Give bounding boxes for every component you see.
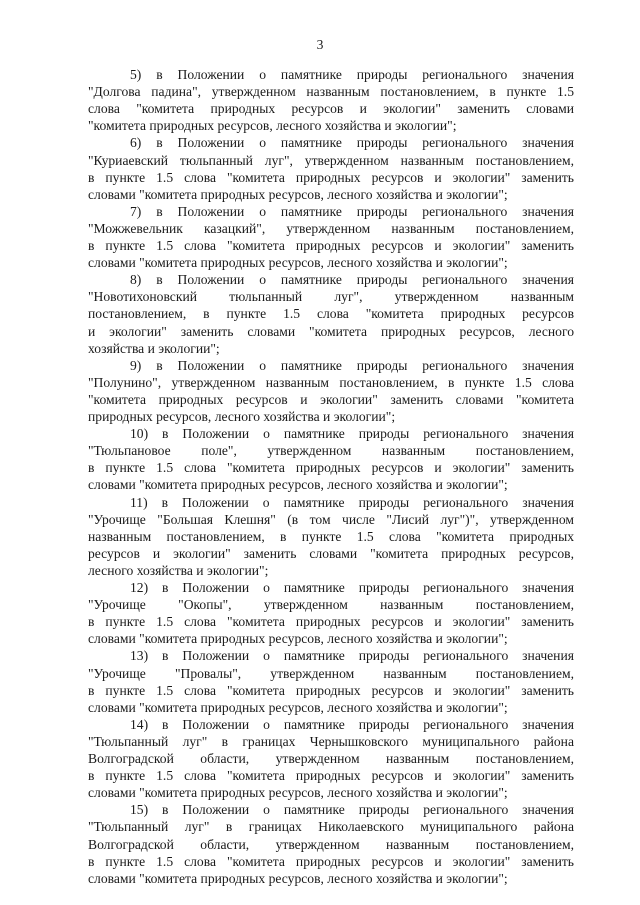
paragraph-line: 13) в Положении о памятнике природы регионального значения (130, 648, 574, 664)
paragraph-line: словами "комитета природных ресурсов, лесного хозяйства и экологии"; (88, 785, 508, 801)
paragraph-line: и экологии" заменить словами "комитета природных ресурсов, лесного (88, 323, 574, 339)
page-number: 3 (316, 37, 324, 52)
paragraph-line: "Можжевельник казацкий", утвержденном названным постановлением, (88, 220, 574, 236)
paragraph-line: постановлением, в пункте 1.5 слова "комитета природных ресурсов (88, 306, 574, 322)
paragraph-line: 8) в Положении о памятнике природы регионального значения (130, 272, 574, 288)
paragraph-line: в пункте 1.5 слова "комитета природных ресурсов и экологии" заменить (88, 768, 574, 784)
paragraph-line: хозяйства и экологии"; (88, 340, 220, 356)
paragraph-line: "комитета природных ресурсов и экологии" заменить словами "комитета (88, 391, 574, 407)
paragraph-line: в пункте 1.5 слова "комитета природных ресурсов и экологии" заменить (88, 238, 574, 253)
paragraph-line: "Тюльпанный луг" в границах Николаевского муниципального района (88, 819, 574, 835)
paragraph-line: "Долгова падина", утвержденном названным постановлением, в пункте 1.5 (88, 84, 574, 100)
paragraph-line: "Новотихоновский тюльпанный луг", утвержденном названным (88, 289, 574, 305)
paragraph-line: 5) в Положении о памятнике природы регионального значения (130, 67, 574, 82)
paragraph-line: в пункте 1.5 слова "комитета природных ресурсов и экологии" заменить (88, 853, 574, 869)
paragraph-line: в пункте 1.5 слова "комитета природных ресурсов и экологии" заменить (88, 682, 574, 698)
paragraph-line: 14) в Положении о памятнике природы регионального значения (130, 716, 574, 732)
paragraph-line: "Урочище "Провалы", утвержденном названным постановлением, (88, 665, 574, 681)
paragraph-line: 15) в Положении о памятнике природы регионального значения (130, 802, 574, 818)
paragraph-line: 12) в Положении о памятнике природы регионального значения (130, 580, 574, 595)
paragraph-line: словами "комитета природных ресурсов, лесного хозяйства и экологии"; (88, 255, 508, 271)
paragraph-line: словами "комитета природных ресурсов, лесного хозяйства и экологии"; (88, 186, 508, 202)
paragraph-line: словами "комитета природных ресурсов, лесного хозяйства и экологии"; (88, 870, 508, 886)
paragraph-line: 9) в Положении о памятнике природы регионального значения (130, 357, 574, 373)
paragraph-line: 10) в Положении о памятнике природы регионального значения (130, 426, 574, 442)
paragraph-line: "Полунино", утвержденном названным постановлением, в пункте 1.5 слова (88, 374, 574, 390)
paragraph-line: "Урочище "Окопы", утвержденном названным постановлением, (88, 597, 574, 613)
paragraph-line: Волгоградской области, утвержденном названным постановлением, (88, 836, 574, 852)
paragraph-line: словами "комитета природных ресурсов, лесного хозяйства и экологии"; (88, 477, 508, 493)
paragraph-line: ресурсов и экологии" заменить словами "комитета природных ресурсов, (88, 545, 574, 561)
paragraph-line: в пункте 1.5 слова "комитета природных ресурсов и экологии" заменить (88, 614, 574, 630)
paragraph-line: словами "комитета природных ресурсов, лесного хозяйства и экологии"; (88, 631, 508, 647)
paragraph-line: 11) в Положении о памятнике природы регионального значения (130, 494, 574, 510)
paragraph-line: названным постановлением, в пункте 1.5 слова "комитета природных (88, 528, 574, 544)
paragraph-line: 7) в Положении о памятнике природы регионального значения (130, 203, 574, 219)
paragraph-line: "Урочище "Большая Клешня" (в том числе "Лисий луг")", утвержденном (88, 511, 574, 527)
paragraph-line: природных ресурсов, лесного хозяйства и экологии"; (88, 409, 396, 424)
paragraph-line: Волгоградской области, утвержденном названным постановлением, (88, 751, 574, 766)
paragraph-line: слова "комитета природных ресурсов и экологии" заменить словами (88, 101, 574, 117)
paragraph-line: 6) в Положении о памятнике природы регионального значения (130, 135, 574, 151)
paragraph-line: в пункте 1.5 слова "комитета природных ресурсов и экологии" заменить (88, 460, 574, 476)
paragraph-line: "Тюльпановое поле", утвержденном названным постановлением, (88, 443, 574, 459)
paragraph-line: "комитета природных ресурсов, лесного хозяйства и экологии"; (88, 118, 457, 134)
paragraph-line: "Куриаевский тюльпанный луг", утвержденном названным постановлением, (88, 152, 574, 168)
paragraph-line: в пункте 1.5 слова "комитета природных ресурсов и экологии" заменить (88, 169, 574, 185)
paragraph-line: словами "комитета природных ресурсов, лесного хозяйства и экологии"; (88, 699, 508, 715)
paragraph-line: лесного хозяйства и экологии"; (88, 562, 269, 578)
paragraph-line: "Тюльпанный луг" в границах Чернышковского муниципального района (88, 733, 574, 749)
